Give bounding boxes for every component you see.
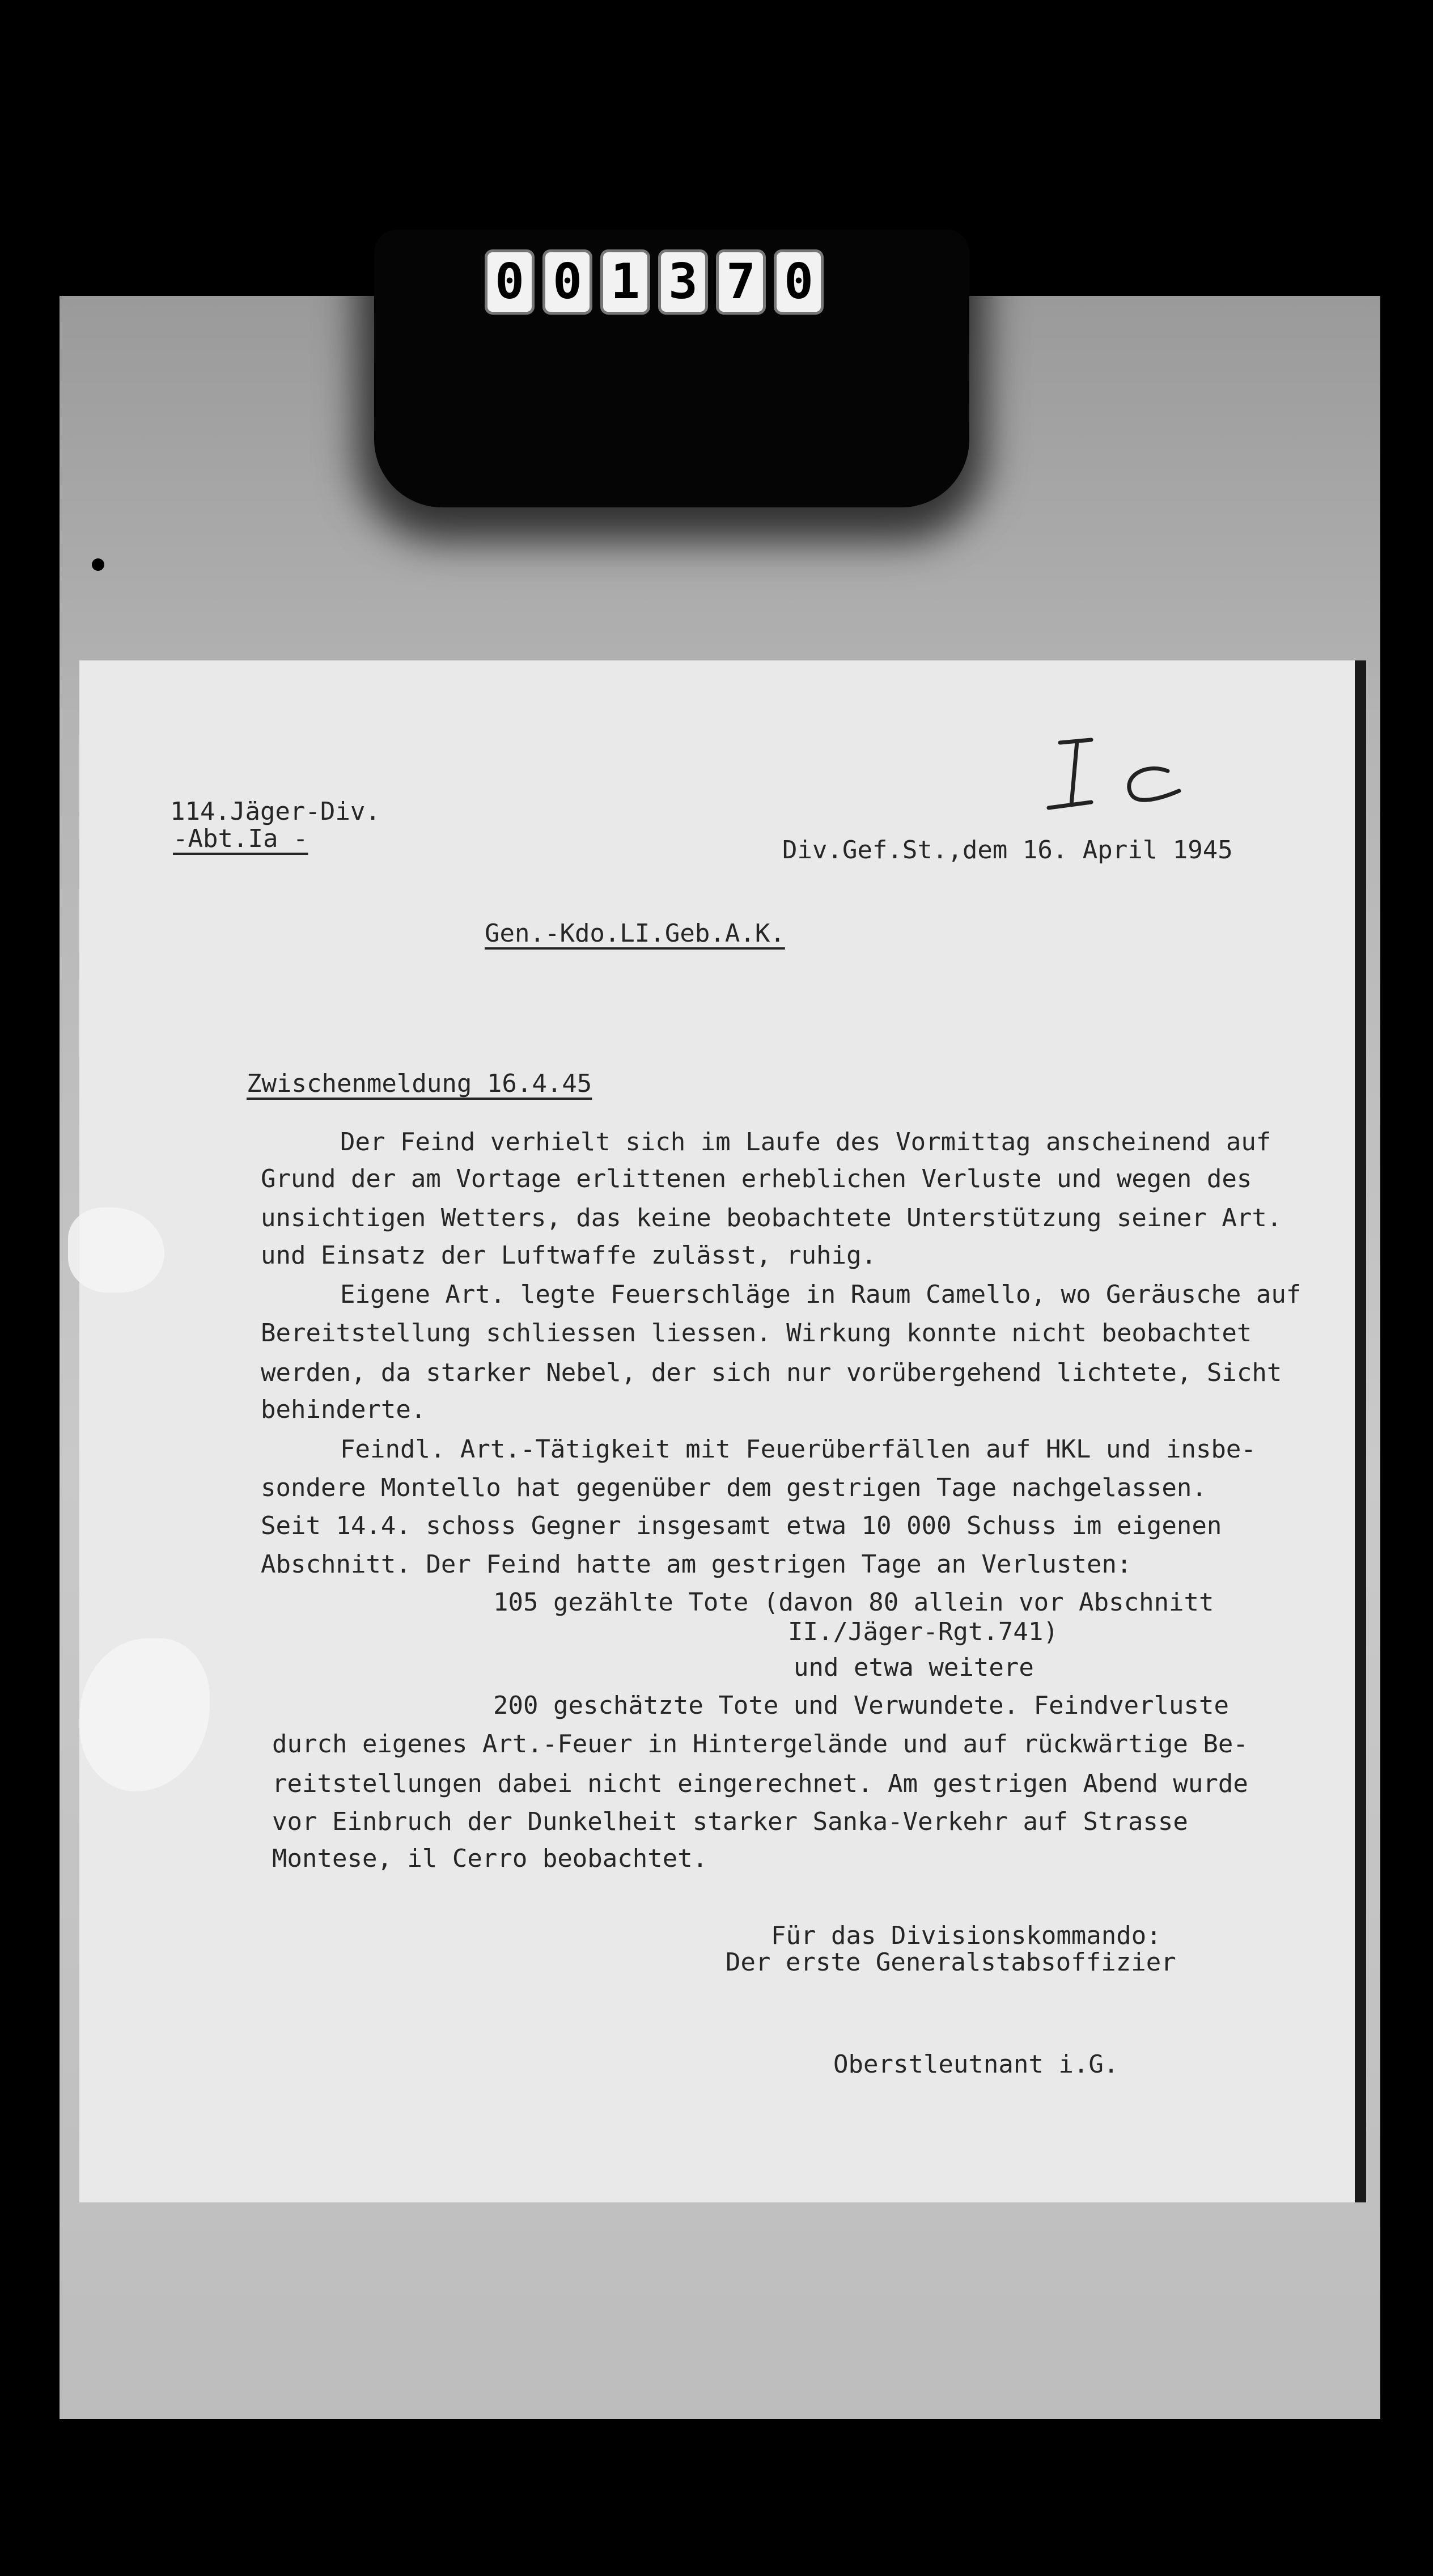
recipient: Gen.-Kdo.LI.Geb.A.K.	[485, 919, 785, 948]
signature-line: Der erste Generalstabsoffizier	[726, 1948, 1176, 1977]
body-line: 200 geschätzte Tote und Verwundete. Feindverluste	[493, 1691, 1230, 1720]
body-line: Grund der am Vortage erlittenen erheblichen Verluste und wegen des	[261, 1164, 1252, 1193]
body-line: reitstellungen dabei nicht eingerechnet. Am gestrigen Abend wurde	[272, 1769, 1248, 1798]
counter-digit: 1	[600, 249, 650, 315]
counter-digit: 0	[542, 249, 592, 315]
body-line: Bereitstellung schliessen liessen. Wirkung konnte nicht beobachtet	[261, 1319, 1252, 1348]
body-line: II./Jäger-Rgt.741)	[788, 1617, 1058, 1646]
counter-digit: 0	[485, 249, 535, 315]
frame-counter	[485, 249, 824, 315]
counter-digit: 7	[716, 249, 766, 315]
body-line: behinderte.	[261, 1395, 426, 1424]
counter-digit: 0	[774, 249, 824, 315]
body-line: vor Einbruch der Dunkelheit starker Sanka-Verkehr auf Strasse	[272, 1807, 1188, 1836]
body-line: sondere Montello hat gegenüber dem gestrigen Tage nachgelassen.	[261, 1473, 1207, 1502]
body-line: Eigene Art. legte Feuerschläge in Raum Camello, wo Geräusche auf	[340, 1280, 1301, 1309]
report-subject: Zwischenmeldung 16.4.45	[247, 1069, 592, 1098]
body-line: Abschnitt. Der Feind hatte am gestrigen Tage an Verlusten:	[261, 1550, 1132, 1579]
body-line: Der Feind verhielt sich im Laufe des Vormittag anscheinend auf	[340, 1128, 1271, 1156]
body-line: werden, da starker Nebel, der sich nur vorübergehend lichtete, Sicht	[261, 1358, 1282, 1387]
body-line: Montese, il Cerro beobachtet.	[272, 1844, 708, 1873]
counter-digit: 3	[658, 249, 708, 315]
signatory-rank: Oberstleutnant i.G.	[833, 2050, 1119, 2079]
handwritten-ic-mark	[1037, 731, 1207, 822]
department-designation: -Abt.Ia -	[173, 824, 308, 853]
punch-hole	[92, 558, 104, 571]
body-line: 105 gezählte Tote (davon 80 allein vor Abschnitt	[493, 1588, 1214, 1617]
sheet-edge	[1355, 660, 1366, 2202]
unit-designation: 114.Jäger-Div.	[170, 797, 380, 826]
body-line: und etwa weitere	[794, 1653, 1034, 1682]
body-line: Seit 14.4. schoss Gegner insgesamt etwa 10 000 Schuss im eigenen	[261, 1511, 1222, 1540]
signature-line: Für das Divisionskommando:	[771, 1921, 1161, 1950]
body-line: unsichtigen Wetters, das keine beobachtete Unterstützung seiner Art.	[261, 1204, 1282, 1232]
place-and-date: Div.Gef.St.,dem 16. April 1945	[782, 836, 1233, 865]
body-line: durch eigenes Art.-Feuer in Hintergelände und auf rückwärtige Be-	[272, 1730, 1248, 1759]
body-line: und Einsatz der Luftwaffe zulässt, ruhig.	[261, 1241, 877, 1270]
body-line: Feindl. Art.-Tätigkeit mit Feuerüberfällen auf HKL und insbe-	[340, 1435, 1256, 1464]
